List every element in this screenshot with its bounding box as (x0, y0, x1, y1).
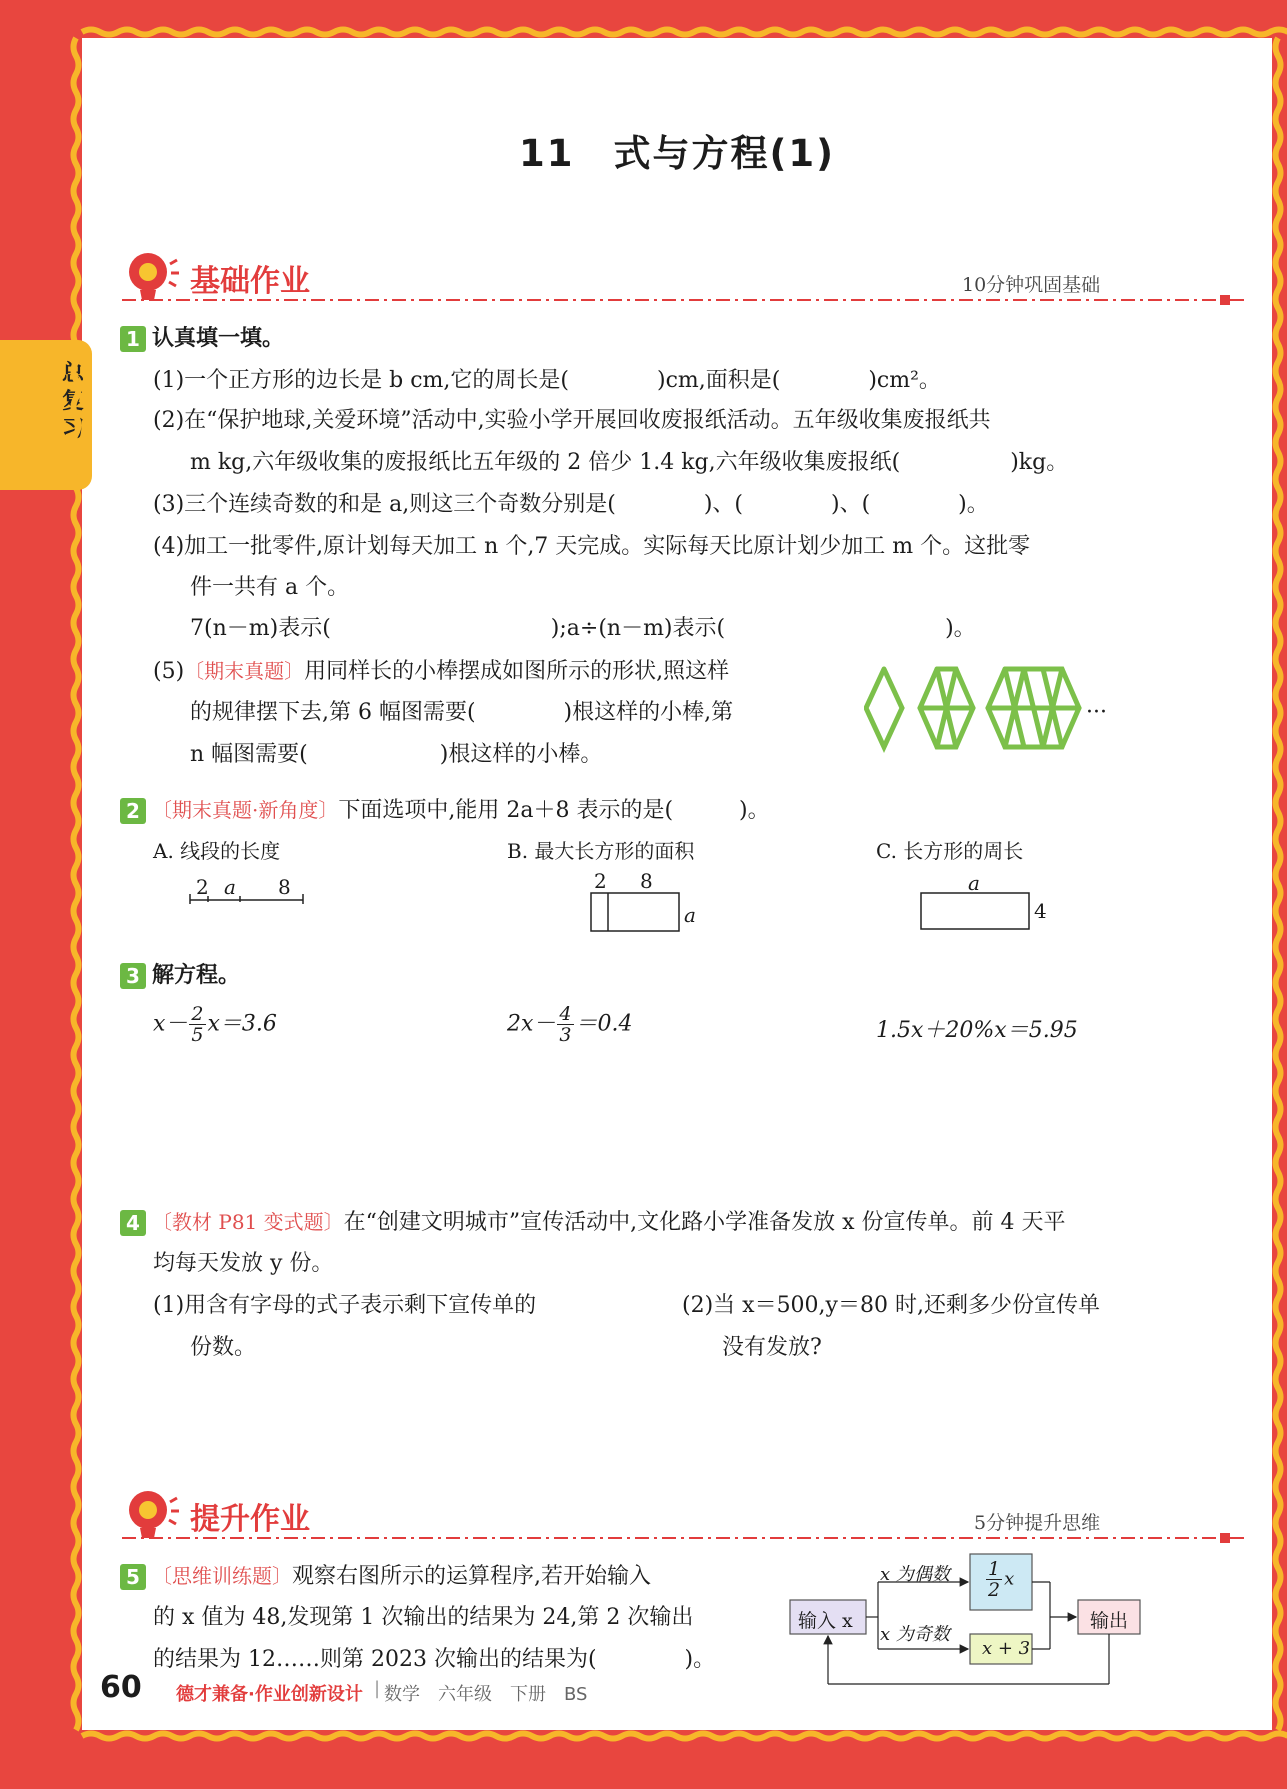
section-title-advanced: 提升作业 (190, 1502, 310, 1537)
footer-separator: | (374, 1678, 381, 1699)
footer-info: 数学 六年级 下册 BS (384, 1684, 588, 1705)
segment-label-2: a (224, 875, 236, 899)
q4-line-2: 均每天发放 y 份。 (153, 1251, 334, 1276)
flow-input: 输入 x (798, 1610, 853, 1632)
q3-heading: 3 解方程。 (120, 961, 240, 991)
q1-heading: 1 认真填一填。 (120, 324, 284, 354)
section-note-advanced: 5分钟提升思维 (974, 1512, 1101, 1534)
segment-label-1: 2 (196, 875, 209, 899)
rect-c-label-2: 4 (1034, 899, 1047, 923)
q1-line-1: (1)一个正方形的边长是 b cm,它的周长是( )cm,面积是( )cm²。 (153, 368, 941, 393)
side-tab-label: 总复习 (61, 361, 84, 442)
q1-line-2: (2)在“保护地球,关爱环境”活动中,实验小学开展回收废报纸活动。五年级收集废报纸共 (153, 408, 991, 433)
q5-line-3: 的结果为 12……则第 2023 次输出的结果为( )。 (153, 1647, 716, 1672)
q4-number: 4 (120, 1210, 146, 1236)
footer-brand: 德才兼备·作业创新设计 (176, 1684, 363, 1705)
tag-exam: 〔期末真题〕 (184, 659, 305, 683)
q4-sub2-line1: (2)当 x＝500,y＝80 时,还剩多少份宣传单 (682, 1293, 1100, 1318)
equation-1: x－ $\frac{2}{5}$ x＝3.6 (153, 1003, 277, 1046)
q1-line-4: (3)三个连续奇数的和是 a,则这三个奇数分别是( )、( )、( )。 (153, 492, 989, 517)
q1-number: 1 (120, 326, 146, 352)
q1-line-6: 件一共有 a 个。 (190, 575, 350, 600)
rectangle-figure (920, 892, 1032, 932)
section-title-basic: 基础作业 (190, 264, 310, 299)
q5-line-1: 5 〔思维训练题〕观察右图所示的运算程序,若开始输入 (120, 1561, 651, 1592)
fraction: $\frac{2}{5}$ (191, 1003, 204, 1046)
tag-thinking: 〔思维训练题〕 (152, 1564, 292, 1588)
tag-textbook: 〔教材 P81 变式题〕 (152, 1210, 344, 1234)
equation-2: 2x－ $\frac{4}{3}$ ＝0.4 (507, 1003, 633, 1046)
pattern-ellipsis: ··· (1086, 700, 1107, 725)
q1-line-7: 7(n－m)表示( );a÷(n－m)表示( )。 (190, 616, 976, 641)
q1-line-10: n 幅图需要( )根这样的小棒。 (190, 742, 603, 767)
fraction: $\frac{1}{2}$ (988, 1558, 1001, 1601)
section-divider (122, 1532, 1252, 1546)
rectangles-figure (590, 892, 682, 934)
fraction: $\frac{4}{3}$ (559, 1003, 572, 1046)
section-divider (122, 294, 1252, 308)
worksheet-page (82, 38, 1272, 1730)
q4-line-1: 4 〔教材 P81 变式题〕在“创建文明城市”宣传活动中,文化路小学准备发放 x 份宣传单。前 4 天平 (120, 1207, 1066, 1238)
flow-odd-label: x 为奇数 (880, 1624, 950, 1645)
q1-line-9: 的规律摆下去,第 6 幅图需要( )根这样的小棒,第 (190, 700, 734, 725)
equation-3: 1.5x＋20%x＝5.95 (876, 1018, 1078, 1043)
q2-number: 2 (120, 798, 146, 824)
rect-c-label-1: a (968, 871, 980, 895)
q5-line-2: 的 x 值为 48,发现第 1 次输出的结果为 24,第 2 次输出 (153, 1605, 694, 1630)
flow-output: 输出 (1090, 1610, 1129, 1632)
stick-pattern-figure (864, 666, 1164, 756)
q2-heading: 2 〔期末真题·新角度〕下面选项中,能用 2a＋8 表示的是( )。 (120, 795, 770, 826)
q1-line-8: (5)〔期末真题〕用同样长的小棒摆成如图所示的形状,照这样 (153, 659, 730, 684)
flow-plus3-box: x + 3 (982, 1638, 1031, 1659)
q5-number: 5 (120, 1564, 146, 1590)
q1-line-3: m kg,六年级收集的废报纸比五年级的 2 倍少 1.4 kg,六年级收集废报纸( )kg。 (190, 450, 1069, 475)
q2-option-c: C. 长方形的周长 (876, 839, 1024, 863)
q4-sub1-line1: (1)用含有字母的式子表示剩下宣传单的 (153, 1293, 537, 1318)
q2-option-b: B. 最大长方形的面积 (507, 839, 695, 863)
rect-b-label-1: 2 (594, 869, 607, 893)
rect-b-label-3: a (684, 903, 696, 927)
segment-label-3: 8 (278, 875, 291, 899)
q3-number: 3 (120, 963, 146, 989)
section-note-basic: 10分钟巩固基础 (962, 274, 1101, 296)
q1-line-5: (4)加工一批零件,原计划每天加工 n 个,7 天完成。实际每天比原计划少加工 m 个。这批零 (153, 534, 1031, 559)
q4-sub1-line2: 份数。 (190, 1335, 257, 1360)
tag-exam-new: 〔期末真题·新角度〕 (152, 798, 339, 822)
flow-even-label: x 为偶数 (880, 1564, 950, 1585)
page-number: 60 (100, 1670, 142, 1705)
q2-option-a: A. 线段的长度 (153, 839, 281, 863)
flow-half-box: $\frac{1}{2}$ x (988, 1558, 1015, 1601)
q4-sub2-line2: 没有发放? (722, 1335, 822, 1360)
page-title: 11 式与方程(1) (518, 132, 836, 175)
rect-b-label-2: 8 (640, 869, 653, 893)
